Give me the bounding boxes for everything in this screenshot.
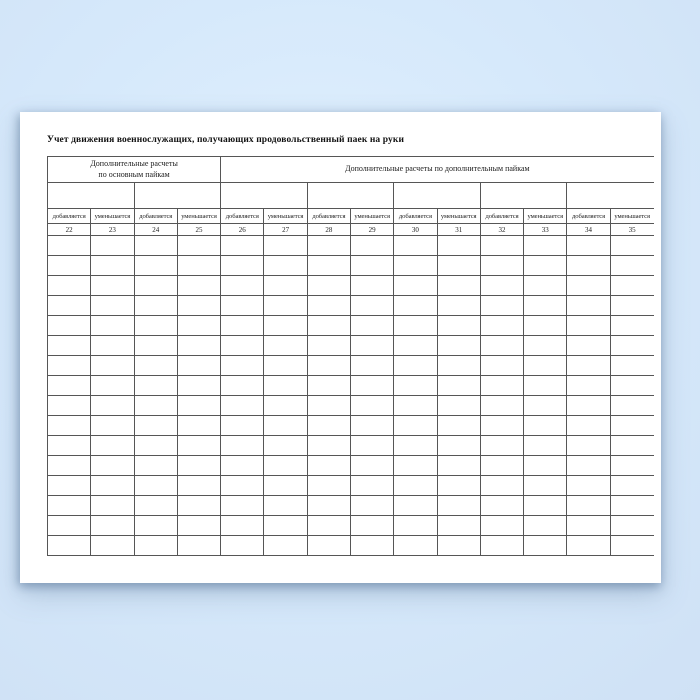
table-cell <box>524 416 567 436</box>
table-cell <box>567 316 610 336</box>
table-row <box>48 236 654 256</box>
table-cell <box>221 236 264 256</box>
table-cell <box>567 296 610 316</box>
table-cell <box>610 256 653 276</box>
table-cell <box>480 236 523 256</box>
table-cell <box>567 476 610 496</box>
table-cell <box>134 356 177 376</box>
table-cell <box>480 476 523 496</box>
table-row <box>48 276 654 296</box>
table-cell <box>177 516 220 536</box>
table-cell <box>437 496 480 516</box>
table-cell <box>480 496 523 516</box>
table-cell <box>307 416 350 436</box>
table-cell <box>307 276 350 296</box>
table-cell <box>264 536 307 556</box>
table-cell <box>91 516 134 536</box>
column-label-added: добавляется <box>394 209 437 224</box>
table-cell <box>48 456 91 476</box>
pair-spacer-cell <box>134 183 221 209</box>
table-cell <box>394 236 437 256</box>
table-cell <box>394 276 437 296</box>
table-cell <box>177 396 220 416</box>
table-cell <box>480 316 523 336</box>
table-cell <box>610 456 653 476</box>
table-cell <box>480 536 523 556</box>
column-number: 23 <box>91 224 134 236</box>
table-cell <box>177 496 220 516</box>
table-cell <box>351 236 394 256</box>
table-cell <box>524 296 567 316</box>
column-number: 27 <box>264 224 307 236</box>
table-cell <box>177 456 220 476</box>
table-cell <box>221 276 264 296</box>
table-cell <box>394 336 437 356</box>
column-number: 26 <box>221 224 264 236</box>
table-cell <box>610 516 653 536</box>
table-cell <box>567 356 610 376</box>
table-cell <box>221 456 264 476</box>
table-cell <box>307 476 350 496</box>
pair-spacer-row <box>48 183 654 209</box>
table-cell <box>610 416 653 436</box>
table-cell <box>134 256 177 276</box>
table-cell <box>91 336 134 356</box>
pair-spacer-cell <box>480 183 567 209</box>
column-label-decreased: уменьшается <box>437 209 480 224</box>
pair-spacer-cell <box>394 183 481 209</box>
table-cell <box>48 516 91 536</box>
table-row <box>48 416 654 436</box>
table-cell <box>524 436 567 456</box>
table-cell <box>221 356 264 376</box>
table-cell <box>351 416 394 436</box>
group-header-additional-rations: Дополнительные расчеты по дополнительным пайкам <box>221 157 654 183</box>
table-cell <box>264 256 307 276</box>
table-cell <box>524 496 567 516</box>
table-cell <box>351 336 394 356</box>
table-cell <box>394 296 437 316</box>
column-labels-row <box>48 209 654 224</box>
table-cell <box>480 256 523 276</box>
table-cell <box>91 536 134 556</box>
table-cell <box>264 336 307 356</box>
table-cell <box>264 516 307 536</box>
table-row <box>48 436 654 456</box>
table-cell <box>48 316 91 336</box>
table-cell <box>48 296 91 316</box>
table-cell <box>394 416 437 436</box>
column-numbers-row <box>48 224 654 236</box>
table-cell <box>610 496 653 516</box>
column-label-added: добавляется <box>48 209 91 224</box>
column-label-decreased: уменьшается <box>264 209 307 224</box>
document-title: Учет движения военнослужащих, получающих продовольственный паек на руки <box>47 135 405 145</box>
table-cell <box>610 276 653 296</box>
table-cell <box>394 476 437 496</box>
table-cell <box>567 496 610 516</box>
table-cell <box>48 236 91 256</box>
table-cell <box>394 316 437 336</box>
table-cell <box>134 296 177 316</box>
table-cell <box>480 336 523 356</box>
table-cell <box>437 416 480 436</box>
table-cell <box>221 336 264 356</box>
table-row <box>48 336 654 356</box>
table-cell <box>264 376 307 396</box>
table-cell <box>524 476 567 496</box>
table-cell <box>264 436 307 456</box>
table-cell <box>524 356 567 376</box>
table-cell <box>610 296 653 316</box>
table-cell <box>351 436 394 456</box>
table-cell <box>48 496 91 516</box>
column-label-decreased: уменьшается <box>524 209 567 224</box>
column-number: 30 <box>394 224 437 236</box>
pair-spacer-cell <box>221 183 308 209</box>
pair-spacer-cell <box>567 183 654 209</box>
column-number: 22 <box>48 224 91 236</box>
column-number: 24 <box>134 224 177 236</box>
table-cell <box>307 436 350 456</box>
table-cell <box>610 536 653 556</box>
table-cell <box>91 236 134 256</box>
table-cell <box>48 416 91 436</box>
table-row <box>48 476 654 496</box>
table-cell <box>524 516 567 536</box>
table-cell <box>610 356 653 376</box>
table-cell <box>307 336 350 356</box>
table-cell <box>264 396 307 416</box>
table-cell <box>177 236 220 256</box>
column-label-added: добавляется <box>480 209 523 224</box>
column-label-decreased: уменьшается <box>177 209 220 224</box>
table-row <box>48 456 654 476</box>
table-cell <box>437 536 480 556</box>
table-cell <box>567 276 610 296</box>
table-cell <box>221 376 264 396</box>
table-cell <box>134 396 177 416</box>
table-cell <box>91 276 134 296</box>
table-cell <box>134 316 177 336</box>
table-cell <box>48 536 91 556</box>
table-row <box>48 256 654 276</box>
table-cell <box>307 456 350 476</box>
table-cell <box>177 316 220 336</box>
table-cell <box>394 536 437 556</box>
table-cell <box>134 456 177 476</box>
table-cell <box>307 316 350 336</box>
table-cell <box>524 396 567 416</box>
table-cell <box>567 396 610 416</box>
table-cell <box>134 496 177 516</box>
table-cell <box>221 496 264 516</box>
table-cell <box>177 436 220 456</box>
table-cell <box>437 436 480 456</box>
table-row <box>48 496 654 516</box>
table-cell <box>134 336 177 356</box>
column-number: 29 <box>351 224 394 236</box>
table-cell <box>437 356 480 376</box>
table-row <box>48 396 654 416</box>
table-cell <box>91 456 134 476</box>
table-cell <box>480 356 523 376</box>
table-cell <box>610 236 653 256</box>
table-cell <box>264 496 307 516</box>
table-cell <box>48 376 91 396</box>
table-cell <box>610 396 653 416</box>
table-cell <box>48 276 91 296</box>
table-cell <box>177 376 220 396</box>
table-cell <box>567 336 610 356</box>
column-number: 32 <box>480 224 523 236</box>
table-cell <box>91 296 134 316</box>
table-cell <box>91 256 134 276</box>
table-cell <box>221 436 264 456</box>
group-header-main-line1: Дополнительные расчеты <box>90 159 178 169</box>
table-row <box>48 296 654 316</box>
table-cell <box>567 416 610 436</box>
table-cell <box>264 416 307 436</box>
table-cell <box>351 356 394 376</box>
table-cell <box>437 316 480 336</box>
table-cell <box>307 536 350 556</box>
table-cell <box>524 276 567 296</box>
column-label-decreased: уменьшается <box>610 209 653 224</box>
table-cell <box>307 296 350 316</box>
table-cell <box>524 316 567 336</box>
table-cell <box>307 516 350 536</box>
table-cell <box>221 516 264 536</box>
table-cell <box>134 476 177 496</box>
table-cell <box>437 336 480 356</box>
table-cell <box>134 436 177 456</box>
table-cell <box>567 236 610 256</box>
table-cell <box>567 256 610 276</box>
table-cell <box>91 496 134 516</box>
column-label-added: добавляется <box>134 209 177 224</box>
rations-table <box>47 156 654 556</box>
table-cell <box>177 356 220 376</box>
table-cell <box>480 416 523 436</box>
table-cell <box>524 456 567 476</box>
table-cell <box>177 276 220 296</box>
table-row <box>48 316 654 336</box>
table-cell <box>610 476 653 496</box>
table-cell <box>307 236 350 256</box>
table-cell <box>134 516 177 536</box>
table-cell <box>91 316 134 336</box>
table-cell <box>480 276 523 296</box>
table-cell <box>264 316 307 336</box>
table-cell <box>48 436 91 456</box>
pair-spacer-cell <box>307 183 394 209</box>
table-cell <box>437 396 480 416</box>
column-number: 25 <box>177 224 220 236</box>
table-row <box>48 516 654 536</box>
table-cell <box>524 236 567 256</box>
table-cell <box>610 316 653 336</box>
table-cell <box>221 416 264 436</box>
table-cell <box>480 456 523 476</box>
table-cell <box>480 516 523 536</box>
table-cell <box>351 316 394 336</box>
table-cell <box>351 296 394 316</box>
table-cell <box>437 276 480 296</box>
table-cell <box>394 456 437 476</box>
table-cell <box>394 396 437 416</box>
table-cell <box>264 456 307 476</box>
column-number: 31 <box>437 224 480 236</box>
table-cell <box>134 536 177 556</box>
table-cell <box>480 376 523 396</box>
table-cell <box>221 476 264 496</box>
table-cell <box>351 376 394 396</box>
table-cell <box>437 516 480 536</box>
table-cell <box>177 536 220 556</box>
table-cell <box>567 436 610 456</box>
table-row <box>48 536 654 556</box>
table-cell <box>480 396 523 416</box>
table-cell <box>264 296 307 316</box>
table-cell <box>134 236 177 256</box>
table-cell <box>437 236 480 256</box>
table-cell <box>264 356 307 376</box>
table-cell <box>48 356 91 376</box>
table-cell <box>524 376 567 396</box>
table-cell <box>610 436 653 456</box>
table-cell <box>394 496 437 516</box>
group-header-row <box>48 157 654 183</box>
column-label-added: добавляется <box>307 209 350 224</box>
document-page <box>20 112 661 583</box>
table-cell <box>524 256 567 276</box>
table-cell <box>351 496 394 516</box>
table-cell <box>307 396 350 416</box>
table-cell <box>610 376 653 396</box>
table-cell <box>394 256 437 276</box>
table-cell <box>351 276 394 296</box>
table-cell <box>567 536 610 556</box>
table-cell <box>567 516 610 536</box>
table-cell <box>394 376 437 396</box>
table-cell <box>264 276 307 296</box>
column-label-decreased: уменьшается <box>91 209 134 224</box>
group-header-main-line2: по основным пайкам <box>98 169 170 179</box>
table-cell <box>524 536 567 556</box>
table-cell <box>91 436 134 456</box>
column-label-added: добавляется <box>567 209 610 224</box>
table-cell <box>351 396 394 416</box>
table-cell <box>524 336 567 356</box>
table-cell <box>177 296 220 316</box>
table-cell <box>437 376 480 396</box>
table-cell <box>91 396 134 416</box>
table-cell <box>264 236 307 256</box>
table-cell <box>480 436 523 456</box>
table-cell <box>48 336 91 356</box>
pair-spacer-cell <box>48 183 135 209</box>
table-cell <box>307 496 350 516</box>
table-cell <box>177 476 220 496</box>
table-cell <box>610 336 653 356</box>
table-cell <box>351 516 394 536</box>
table-row <box>48 376 654 396</box>
table-cell <box>480 296 523 316</box>
table-cell <box>307 256 350 276</box>
table-cell <box>177 256 220 276</box>
table-cell <box>437 256 480 276</box>
table-cell <box>91 356 134 376</box>
table-cell <box>134 276 177 296</box>
table-cell <box>48 476 91 496</box>
table-cell <box>307 376 350 396</box>
table-cell <box>91 376 134 396</box>
group-header-main-rations <box>48 157 221 183</box>
table-cell <box>221 316 264 336</box>
table-row <box>48 356 654 376</box>
table-cell <box>264 476 307 496</box>
table-cell <box>394 356 437 376</box>
table-cell <box>221 256 264 276</box>
table-cell <box>567 456 610 476</box>
column-label-added: добавляется <box>221 209 264 224</box>
column-number: 33 <box>524 224 567 236</box>
table-cell <box>394 516 437 536</box>
table-cell <box>351 476 394 496</box>
table-cell <box>91 476 134 496</box>
table-cell <box>437 456 480 476</box>
table-cell <box>177 336 220 356</box>
table-cell <box>134 376 177 396</box>
column-label-decreased: уменьшается <box>351 209 394 224</box>
table-cell <box>91 416 134 436</box>
table-cell <box>567 376 610 396</box>
table-cell <box>351 536 394 556</box>
table-cell <box>437 476 480 496</box>
column-number: 28 <box>307 224 350 236</box>
column-number: 35 <box>610 224 653 236</box>
column-number: 34 <box>567 224 610 236</box>
table-cell <box>134 416 177 436</box>
table-cell <box>351 256 394 276</box>
table-cell <box>394 436 437 456</box>
table-cell <box>437 296 480 316</box>
table-cell <box>177 416 220 436</box>
table-cell <box>48 396 91 416</box>
table-cell <box>221 536 264 556</box>
table-cell <box>351 456 394 476</box>
table-cell <box>48 256 91 276</box>
table-cell <box>221 396 264 416</box>
table-cell <box>307 356 350 376</box>
table-cell <box>221 296 264 316</box>
